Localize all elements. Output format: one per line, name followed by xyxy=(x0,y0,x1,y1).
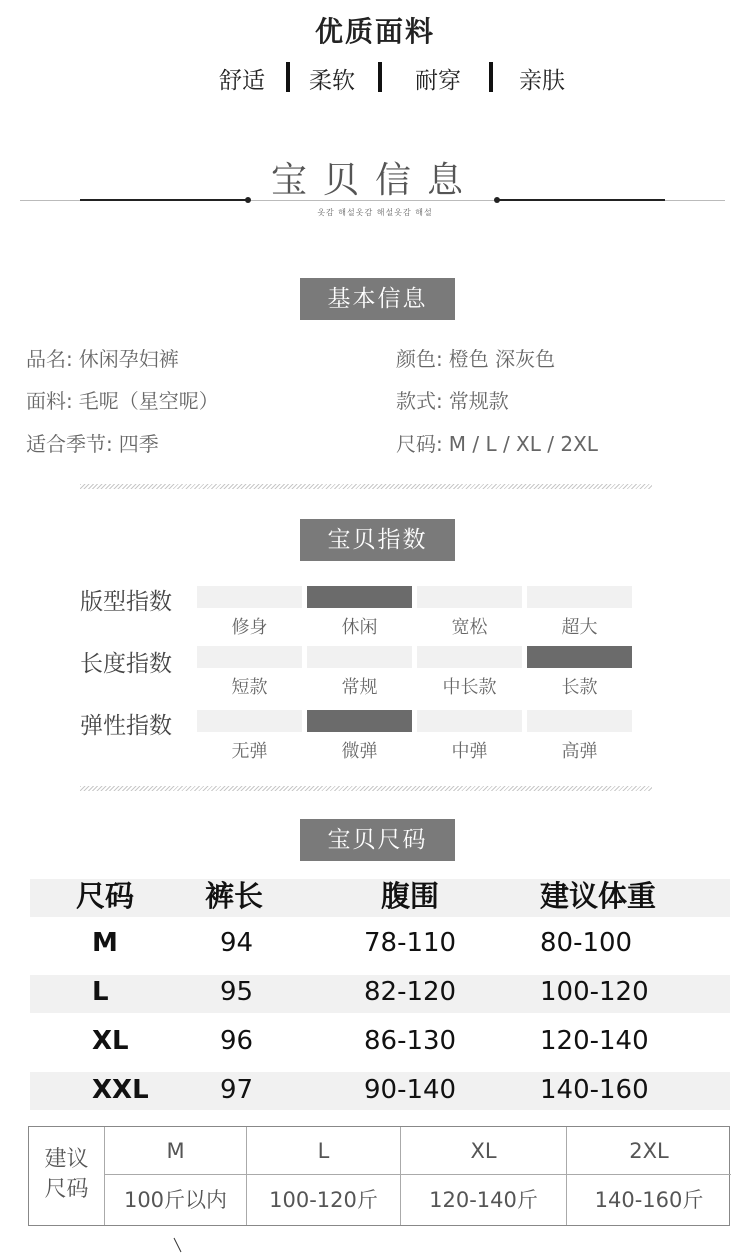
size-table-cell: XXL xyxy=(92,1075,149,1105)
index-option-label: 高弹 xyxy=(561,741,598,762)
info-label: 适合季节: xyxy=(26,432,113,456)
index-bar xyxy=(307,586,412,608)
info-value: M / L / XL / 2XL xyxy=(448,432,598,456)
size-header-length: 裤长 xyxy=(205,879,264,913)
index-option-label: 中长款 xyxy=(442,677,497,698)
recommend-table xyxy=(28,1126,730,1226)
index-bar xyxy=(197,710,302,732)
info-value: 常规款 xyxy=(448,389,509,413)
size-table-cell: 90-140 xyxy=(364,1075,457,1105)
feature-separator xyxy=(489,62,493,92)
info-item-fabric xyxy=(26,385,219,414)
info-value: 毛呢（星空呢） xyxy=(78,389,219,413)
size-header-size: 尺码 xyxy=(76,879,135,913)
size-table-cell: 100-120 xyxy=(540,977,649,1007)
index-option-label: 常规 xyxy=(341,677,378,698)
size-table-cell: L xyxy=(92,977,109,1007)
index-bar xyxy=(417,710,522,732)
feature-separator xyxy=(286,62,290,92)
divider xyxy=(80,484,652,489)
info-item-season xyxy=(26,428,159,457)
index-bar xyxy=(197,646,302,668)
feature-comfort: 舒适 xyxy=(219,68,265,94)
feature-soft: 柔软 xyxy=(309,68,355,94)
info-label: 品名: xyxy=(26,347,73,371)
info-banner-title: 宝贝信息 xyxy=(270,160,479,201)
divider xyxy=(80,786,652,791)
index-bar xyxy=(197,586,302,608)
size-table-cell: 97 xyxy=(220,1075,254,1105)
info-item-size xyxy=(396,428,598,457)
info-label: 面料: xyxy=(26,389,73,413)
info-item-style xyxy=(396,385,509,414)
size-table-cell: M xyxy=(92,928,118,958)
index-bar xyxy=(307,646,412,668)
index-bar xyxy=(527,646,632,668)
size-table-cell: 82-120 xyxy=(364,977,457,1007)
size-table-cell: 120-140 xyxy=(540,1026,649,1056)
size-header-waist: 腹围 xyxy=(381,879,440,913)
feature-separator xyxy=(378,62,382,92)
recommend-size-cell: L xyxy=(247,1127,401,1175)
recommend-weight-cell: 100-120斤 xyxy=(247,1175,401,1225)
index-label-elasticity: 弹性指数 xyxy=(80,713,172,739)
index-option-label: 超大 xyxy=(561,617,598,638)
index-option-label: 微弹 xyxy=(341,741,378,762)
info-item-color xyxy=(396,343,555,372)
size-table-cell: 95 xyxy=(220,977,254,1007)
header-title: 优质面料 xyxy=(314,15,435,48)
size-table-cell: 80-100 xyxy=(540,928,633,958)
feature-skin-friendly: 亲肤 xyxy=(519,68,565,94)
recommend-size-cell: M xyxy=(105,1127,247,1175)
size-table-cell: 96 xyxy=(220,1026,254,1056)
info-value: 休闲孕妇裤 xyxy=(78,347,179,371)
size-table-cell: 94 xyxy=(220,928,254,958)
index-bar xyxy=(527,710,632,732)
index-label-fit: 版型指数 xyxy=(80,589,172,615)
index-option-label: 休闲 xyxy=(341,617,378,638)
index-bar xyxy=(527,586,632,608)
recommend-side-label xyxy=(29,1127,105,1225)
index-bar xyxy=(417,646,522,668)
size-table-cell: 86-130 xyxy=(364,1026,457,1056)
info-label: 颜色: xyxy=(396,347,443,371)
recommend-side-line-1: 建议 xyxy=(44,1147,89,1172)
recommend-weight-cell: 100斤以内 xyxy=(105,1175,247,1225)
size-table-cell: 78-110 xyxy=(364,928,457,958)
index-option-label: 修身 xyxy=(231,617,268,638)
info-banner-subtitle: 옷감 해설옷감 해설옷감 해설 xyxy=(317,208,433,217)
index-label-length: 长度指数 xyxy=(80,651,172,677)
index-option-label: 宽松 xyxy=(451,617,488,638)
recommend-size-cell: XL xyxy=(401,1127,567,1175)
index-bar xyxy=(417,586,522,608)
info-value: 橙色 深灰色 xyxy=(448,347,556,371)
recommend-weight-cell: 120-140斤 xyxy=(401,1175,567,1225)
feature-durable: 耐穿 xyxy=(415,68,461,94)
recommend-weight-cell: 140-160斤 xyxy=(594,1188,704,1212)
size-table-cell: XL xyxy=(92,1026,129,1056)
size-header-weight: 建议体重 xyxy=(540,879,657,913)
recommend-size-cell: 2XL xyxy=(567,1127,731,1175)
index-option-label: 无弹 xyxy=(231,741,268,762)
stray-mark xyxy=(172,1236,184,1254)
index-option-label: 短款 xyxy=(231,677,268,698)
info-label: 款式: xyxy=(396,389,443,413)
index-bar xyxy=(307,710,412,732)
section-basic-info: 基本信息 xyxy=(300,278,455,320)
info-label: 尺码: xyxy=(396,432,443,456)
info-item-name xyxy=(26,343,179,372)
section-size: 宝贝尺码 xyxy=(300,819,455,861)
info-value: 四季 xyxy=(118,432,159,456)
index-option-label: 中弹 xyxy=(451,741,488,762)
index-option-label: 长款 xyxy=(561,677,598,698)
size-table-cell: 140-160 xyxy=(540,1075,649,1105)
section-index: 宝贝指数 xyxy=(300,519,455,561)
recommend-side-line-2: 尺码 xyxy=(44,1177,89,1202)
